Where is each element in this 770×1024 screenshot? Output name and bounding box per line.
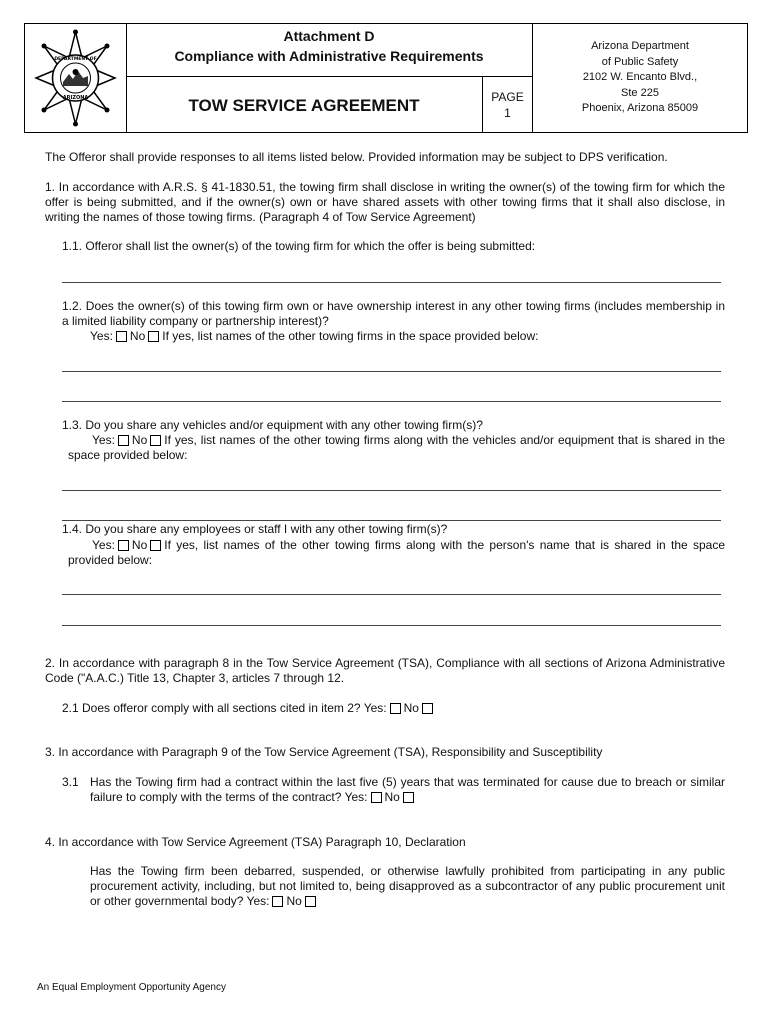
item-1-4-follow: If yes, list names of the other towing firms along with the person's name that is shared in the space provided below:: [68, 538, 725, 567]
item-1-4-answer-row: [68, 538, 725, 568]
yes-label: Yes:: [344, 790, 368, 804]
address-line-1: Arizona Department: [591, 40, 689, 52]
subtitle: Compliance with Administrative Requirements: [174, 48, 484, 64]
no-label: No: [131, 433, 148, 447]
yes-checkbox-1-2[interactable]: [116, 331, 127, 342]
address-line-5: Phoenix, Arizona 85009: [581, 102, 699, 114]
seal-cell: [25, 24, 127, 132]
answer-line-1-4-b[interactable]: [62, 625, 721, 626]
no-checkbox-1-2[interactable]: [148, 331, 159, 342]
no-label: No: [403, 701, 419, 715]
no-checkbox-1-4[interactable]: [150, 540, 161, 551]
yes-checkbox-4-1[interactable]: [272, 896, 283, 907]
yes-label: Yes:: [92, 538, 115, 552]
no-label: No: [384, 790, 400, 804]
attachment-label: Attachment D: [283, 28, 375, 44]
no-label: No: [286, 894, 302, 908]
item-2-text: 2. In accordance with paragraph 8 in the Tow Service Agreement (TSA), Compliance with all sections of Arizona Administrative Code ("A.A.C.) Title 13, Chapter 3, articles 7 through 12.: [45, 656, 725, 685]
dps-badge-seal: [25, 24, 126, 132]
item-4-1-text: Has the Towing firm been debarred, suspended, or otherwise lawfully prohibited from participating in any public procurement activity, including, but not limited to, being disapproved as a subcontractor of any public procurement unit or other governmental body?: [90, 864, 725, 908]
yes-checkbox-2-1[interactable]: [390, 703, 401, 714]
no-checkbox-1-3[interactable]: [150, 435, 161, 446]
item-1-4-text: 1.4. Do you share any employees or staff I with any other towing firm(s)?: [62, 522, 448, 536]
item-1-2-answer-row: [90, 329, 730, 344]
item-1-text: 1. In accordance with A.R.S. § 41-1830.51, the towing firm shall disclose in writing the owner(s) of the towing firm for which the offer is being submitted, and if the owner(s) own or have shared assets with other towing firms that it shall also disclose, in writing the names of those towing firms. (Paragraph 4 of Tow Service Agreement): [45, 180, 725, 224]
item-2-1-text: 2.1 Does offeror comply with all sections cited in item 2?: [62, 701, 361, 715]
title-top: [126, 24, 532, 77]
item-2-1-row: [62, 701, 722, 716]
item-3-1-number: 3.1: [62, 775, 79, 789]
item-1-3-answer-row: [68, 433, 725, 463]
yes-label: Yes:: [363, 701, 387, 715]
item-1-2-follow: If yes, list names of the other towing firms in the space provided below:: [162, 329, 539, 343]
header-table: [24, 23, 748, 133]
yes-label: Yes:: [246, 894, 270, 908]
svg-text:DEPARTMENT OF: DEPARTMENT OF: [54, 57, 97, 62]
no-checkbox-4-1[interactable]: [305, 896, 316, 907]
address-line-4: Ste 225: [621, 86, 659, 99]
no-checkbox-2-1[interactable]: [422, 703, 433, 714]
item-4-text: 4. In accordance with Tow Service Agreement (TSA) Paragraph 10, Declaration: [45, 835, 466, 849]
page-title: TOW SERVICE AGREEMENT: [188, 96, 420, 115]
intro-text: The Offeror shall provide responses to all items listed below. Provided information may be subject to DPS verification.: [45, 150, 668, 164]
item-3-1-text: Has the Towing firm had a contract within the last five (5) years that was terminated for cause due to breach or similar failure to comply with the terms of the contract?: [90, 775, 725, 804]
answer-line-1-3-b[interactable]: [62, 520, 721, 521]
answer-line-1-2-a[interactable]: [62, 371, 721, 372]
item-1-1-text: 1.1. Offeror shall list the owner(s) of the towing firm for which the offer is being submitted:: [62, 239, 536, 253]
item-3-text: 3. In accordance with Paragraph 9 of the Tow Service Agreement (TSA), Responsibility and Susceptibility: [45, 745, 603, 759]
item-1-2-text: 1.2. Does the owner(s) of this towing firm own or have ownership interest in any other towing firms (includes membership in a limited liability company or partnership interest)?: [62, 299, 725, 328]
yes-label: Yes:: [92, 433, 115, 447]
address-cell: [533, 24, 747, 132]
item-3-1-row: [90, 775, 725, 805]
answer-line-1-3-a[interactable]: [62, 490, 721, 491]
title-cell: [126, 24, 533, 132]
page-cell: [483, 77, 532, 132]
yes-checkbox-1-4[interactable]: [118, 540, 129, 551]
item-1-3-follow: If yes, list names of the other towing firms along with the vehicles and/or equipment that is shared in the space provided below:: [68, 433, 725, 462]
address-line-2: of Public Safety: [601, 55, 679, 68]
yes-checkbox-3-1[interactable]: [371, 792, 382, 803]
footer-text: An Equal Employment Opportunity Agency: [37, 982, 226, 993]
answer-line-1-2-b[interactable]: [62, 401, 721, 402]
svg-text:ARIZONA: ARIZONA: [62, 95, 89, 101]
yes-label: Yes:: [90, 329, 113, 343]
item-1-3-text: 1.3. Do you share any vehicles and/or equipment with any other towing firm(s)?: [62, 418, 483, 432]
answer-line-1-1[interactable]: [62, 282, 721, 283]
title-bottom: [126, 77, 483, 132]
address-line-3: 2102 W. Encanto Blvd.,: [582, 71, 698, 83]
item-4-1-row: [90, 864, 725, 909]
page-label: PAGE: [491, 90, 524, 104]
no-checkbox-3-1[interactable]: [403, 792, 414, 803]
yes-checkbox-1-3[interactable]: [118, 435, 129, 446]
page-number: 1: [504, 106, 511, 120]
no-label: No: [129, 329, 146, 343]
no-label: No: [131, 538, 148, 552]
answer-line-1-4-a[interactable]: [62, 594, 721, 595]
